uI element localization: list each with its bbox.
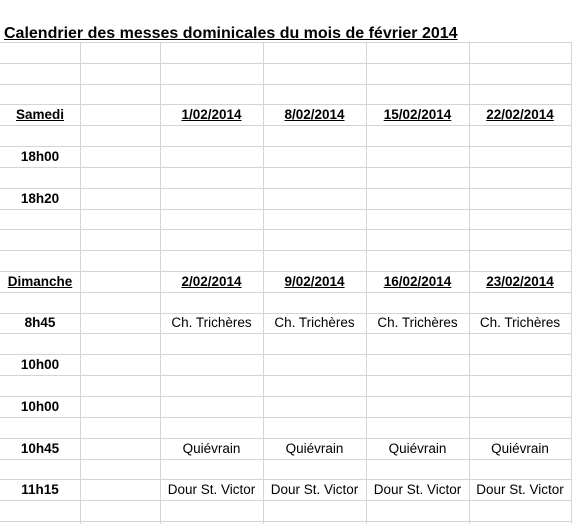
row-divider <box>0 292 572 293</box>
saturday-date-cell[interactable]: 15/02/2014 <box>383 107 452 122</box>
sunday-time-cell[interactable]: 10h00 <box>20 399 60 414</box>
mass-location-cell[interactable]: Ch. Trichères <box>479 315 561 330</box>
row-divider <box>0 500 572 501</box>
saturday-time-cell[interactable]: 18h00 <box>20 149 60 164</box>
row-divider <box>0 146 572 147</box>
sheet-title[interactable]: Calendrier des messes dominicales du mois de février 2014 <box>4 25 458 42</box>
row-divider <box>0 125 572 126</box>
sunday-label-cell[interactable]: Dimanche <box>7 274 73 289</box>
sunday-date-cell[interactable]: 23/02/2014 <box>486 274 554 289</box>
saturday-time-cell[interactable]: 18h20 <box>20 191 60 206</box>
mass-location-cell[interactable]: Quiévrain <box>285 441 344 456</box>
row-divider <box>0 396 572 397</box>
saturday-date-cell[interactable]: 1/02/2014 <box>181 107 242 122</box>
saturday-date-cell[interactable]: 22/02/2014 <box>486 107 554 122</box>
row-divider <box>0 209 572 210</box>
row-divider <box>0 229 572 230</box>
row-divider <box>0 521 572 522</box>
mass-location-cell[interactable]: Quiévrain <box>182 441 241 456</box>
sunday-time-cell[interactable]: 10h45 <box>20 441 60 456</box>
mass-location-cell[interactable]: Quiévrain <box>388 441 447 456</box>
mass-location-cell[interactable]: Ch. Trichères <box>377 315 458 330</box>
sunday-time-cell[interactable]: 11h15 <box>21 482 59 497</box>
row-divider <box>0 63 572 64</box>
row-divider <box>0 84 572 85</box>
row-divider <box>0 354 572 355</box>
saturday-label-cell[interactable]: Samedi <box>15 107 65 122</box>
row-divider <box>0 167 572 168</box>
mass-location-cell[interactable]: Dour St. Victor <box>373 482 462 497</box>
mass-location-cell[interactable]: Dour St. Victor <box>270 482 359 497</box>
mass-location-cell[interactable]: Quiévrain <box>491 441 549 456</box>
mass-location-cell[interactable]: Dour St. Victor <box>476 482 564 497</box>
sunday-time-cell[interactable]: 10h00 <box>20 357 60 372</box>
row-divider <box>0 459 572 460</box>
sunday-date-cell[interactable]: 9/02/2014 <box>284 274 345 289</box>
row-divider <box>0 417 572 418</box>
row-divider <box>0 333 572 334</box>
saturday-date-cell[interactable]: 8/02/2014 <box>284 107 345 122</box>
sunday-date-cell[interactable]: 2/02/2014 <box>181 274 242 289</box>
column-divider <box>80 42 81 524</box>
mass-location-cell[interactable]: Dour St. Victor <box>167 482 256 497</box>
sunday-date-cell[interactable]: 16/02/2014 <box>383 274 452 289</box>
sunday-time-cell[interactable]: 8h45 <box>24 315 56 330</box>
row-divider <box>0 188 572 189</box>
row-divider <box>0 375 572 376</box>
mass-location-cell[interactable]: Ch. Trichères <box>274 315 355 330</box>
row-divider <box>0 250 572 251</box>
mass-location-cell[interactable]: Ch. Trichères <box>171 315 252 330</box>
